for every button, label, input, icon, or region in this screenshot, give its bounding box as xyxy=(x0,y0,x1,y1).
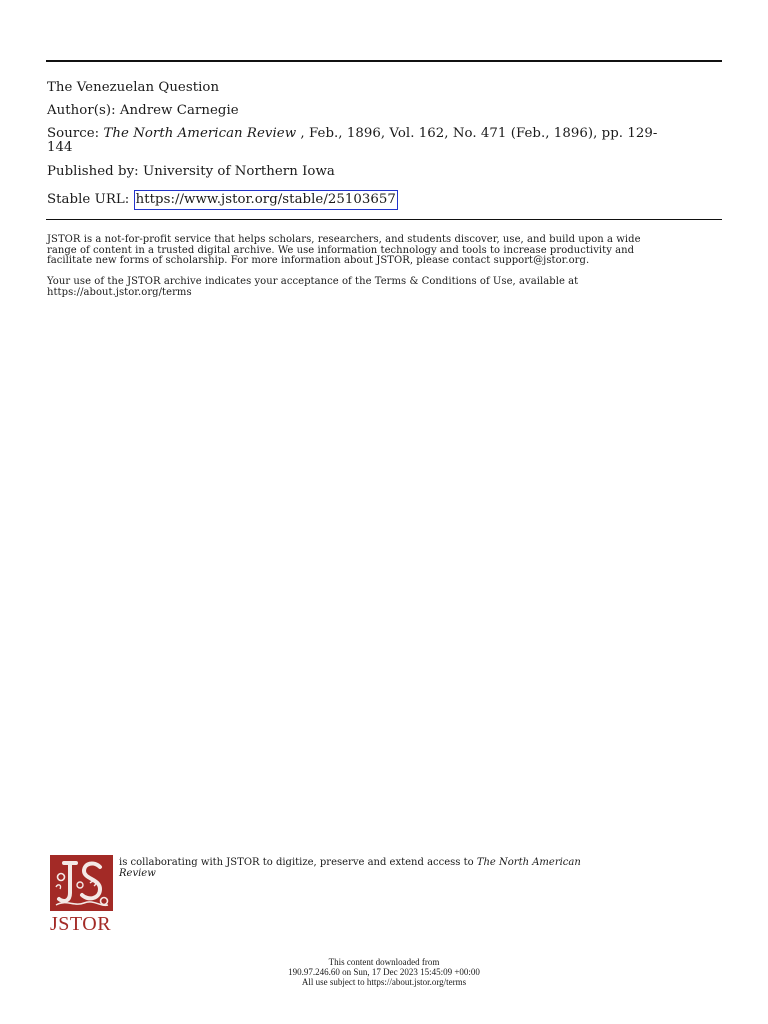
stable-url-label: Stable URL: xyxy=(47,192,134,207)
collaboration-statement xyxy=(119,857,659,879)
notice-line: JSTOR is a not-for-profit service that helps scholars, researchers, and students discover, use, and build upon a wide xyxy=(47,234,641,245)
jstor-wordmark: JSTOR xyxy=(50,913,112,935)
source-label: Source: xyxy=(47,126,104,141)
source-line xyxy=(47,127,719,155)
collab-text: is collaborating with JSTOR to digitize, preserve and extend access to xyxy=(119,857,477,868)
terms-url[interactable]: https://about.jstor.org/terms xyxy=(47,286,192,298)
download-footer xyxy=(0,957,768,987)
collab-journal: The North American xyxy=(476,857,581,868)
notice-line: facilitate new forms of scholarship. For more information about JSTOR, please contact support@jstor.org. xyxy=(47,255,590,267)
footer-line: This content downloaded from xyxy=(328,957,440,967)
divider-rule xyxy=(46,219,722,220)
stable-url-link[interactable]: https://www.jstor.org/stable/25103657 xyxy=(134,190,398,210)
stable-url-line xyxy=(47,190,719,210)
footer-line: 190.97.246.60 on Sun, 17 Dec 2023 15:45:09 +00:00 xyxy=(288,967,480,977)
notice-line: range of content in a trusted digital archive. We use information technology and tools to increase productivity and xyxy=(47,244,635,256)
collab-journal-cont: Review xyxy=(119,868,156,879)
article-title: The Venezuelan Question xyxy=(47,80,220,95)
author-name: Andrew Carnegie xyxy=(119,103,239,118)
publisher-label: Published by: xyxy=(47,164,143,179)
source-details: , Feb., 1896, Vol. 162, No. 471 (Feb., 1896), pp. 129- xyxy=(296,126,658,141)
terms-line: Your use of the JSTOR archive indicates your acceptance of the Terms & Conditions of Use, available at xyxy=(47,276,579,287)
footer-line: All use subject to https://about.jstor.org/terms xyxy=(301,977,467,987)
publisher-name: University of Northern Iowa xyxy=(142,164,335,179)
jstor-logo-icon xyxy=(50,855,113,911)
source-journal: The North American Review xyxy=(103,126,297,141)
jstor-logo xyxy=(50,855,114,935)
publisher-line xyxy=(47,164,719,180)
terms-notice xyxy=(47,277,719,298)
top-rule xyxy=(46,60,722,62)
jstor-notice xyxy=(47,235,719,267)
author-line xyxy=(47,103,719,119)
author-label: Author(s): xyxy=(47,103,120,118)
source-pages-cont: 144 xyxy=(47,140,73,155)
